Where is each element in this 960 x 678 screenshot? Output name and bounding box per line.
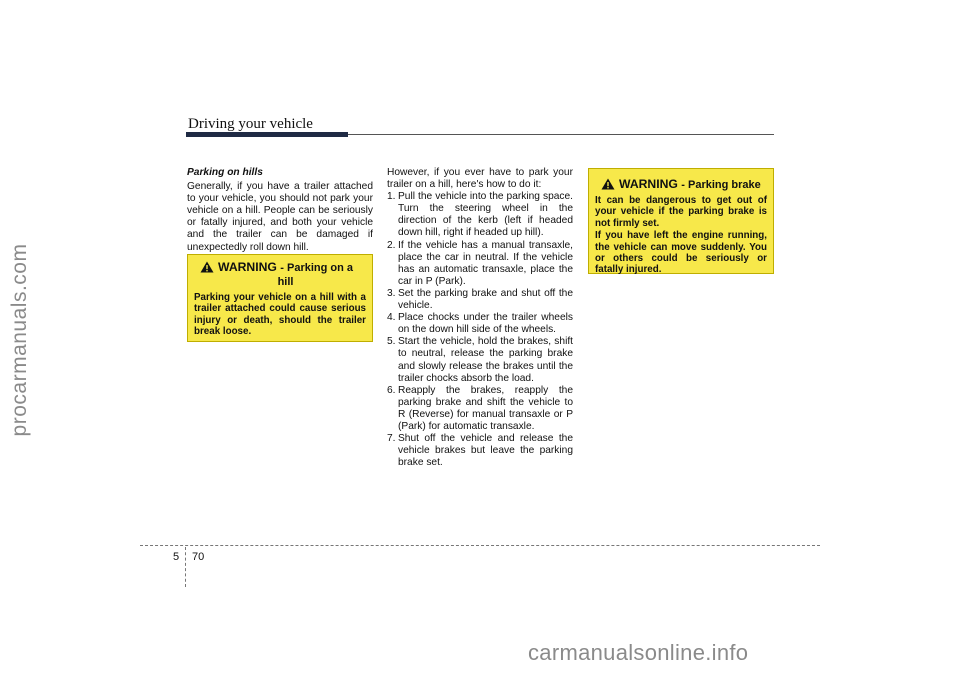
- left-column: [187, 167, 373, 254]
- warning-body: Parking your vehicle on a hill with a trailer attached could cause serious injury or death, should the trailer break loose.: [194, 292, 366, 338]
- warning-triangle-icon: [200, 261, 214, 273]
- list-item: 3. Set the parking brake and shut off the vehicle.: [387, 287, 573, 312]
- warning-box-parking-on-hill: [187, 254, 373, 342]
- side-watermark: [0, 0, 40, 678]
- page-header-title: Driving your vehicle: [188, 116, 313, 132]
- bottom-watermark: carmanualsonline.info: [528, 640, 749, 665]
- list-item: 6. Reapply the brakes, reapply the parking brake and shift the vehicle to R (Reverse) for manual transaxle or P (Park) for automatic transaxle.: [387, 384, 573, 432]
- header-rule: [348, 134, 774, 135]
- steps-list: [387, 191, 573, 469]
- header-bar: [186, 132, 348, 137]
- list-item: 1. Pull the vehicle into the parking space. Turn the steering wheel in the direction of the kerb (left if headed down hill, right if headed up hill).: [387, 191, 573, 239]
- footer-rule: [140, 545, 820, 546]
- side-watermark-text: procarmanuals.com: [8, 243, 31, 437]
- warning-header: [200, 261, 366, 289]
- list-item: 7. Shut off the vehicle and release the vehicle brakes but leave the parking brake set.: [387, 433, 573, 469]
- steps-intro: However, if you ever have to park your trailer on a hill, here's how to do it:: [387, 167, 573, 191]
- list-item: 5. Start the vehicle, hold the brakes, shift to neutral, release the parking brake and slowly release the brakes until the trailer chocks absorb the load.: [387, 336, 573, 384]
- warning-subtitle: - Parking on a: [280, 262, 354, 274]
- chapter-number: 5: [173, 551, 180, 563]
- section-intro: Generally, if you have a trailer attached to your vehicle, you should not park your vehicle on a hill. People can be seriously or fatally injured, and both your vehicle and the trailer can be damaged if unexpectedly roll down hill.: [187, 181, 373, 253]
- section-title: Parking on hills: [187, 167, 263, 178]
- warning-label: WARNING: [619, 177, 678, 191]
- warning-subtitle-cont: hill: [277, 276, 294, 288]
- list-item: 4. Place chocks under the trailer wheels on the down hill side of the wheels.: [387, 312, 573, 336]
- warning-subtitle: - Parking brake: [681, 179, 761, 191]
- page-number: 70: [192, 551, 205, 563]
- middle-column: [387, 167, 573, 469]
- warning-body: It can be dangerous to get out of your vehicle if the parking brake is not firmly set.: [595, 195, 767, 229]
- warning-box-parking-brake: [588, 168, 774, 274]
- warning-header: [601, 178, 767, 192]
- footer-divider: [185, 547, 186, 587]
- list-item: 2. If the vehicle has a manual transaxle, place the car in neutral. If the vehicle has an automatic transaxle, place the car in P (Park).: [387, 239, 573, 287]
- warning-body-2: If you have left the engine running, the vehicle can move suddenly. You or others could be seriously or fatally injured.: [595, 230, 767, 276]
- warning-triangle-icon: [601, 178, 615, 190]
- warning-label: WARNING: [218, 260, 277, 274]
